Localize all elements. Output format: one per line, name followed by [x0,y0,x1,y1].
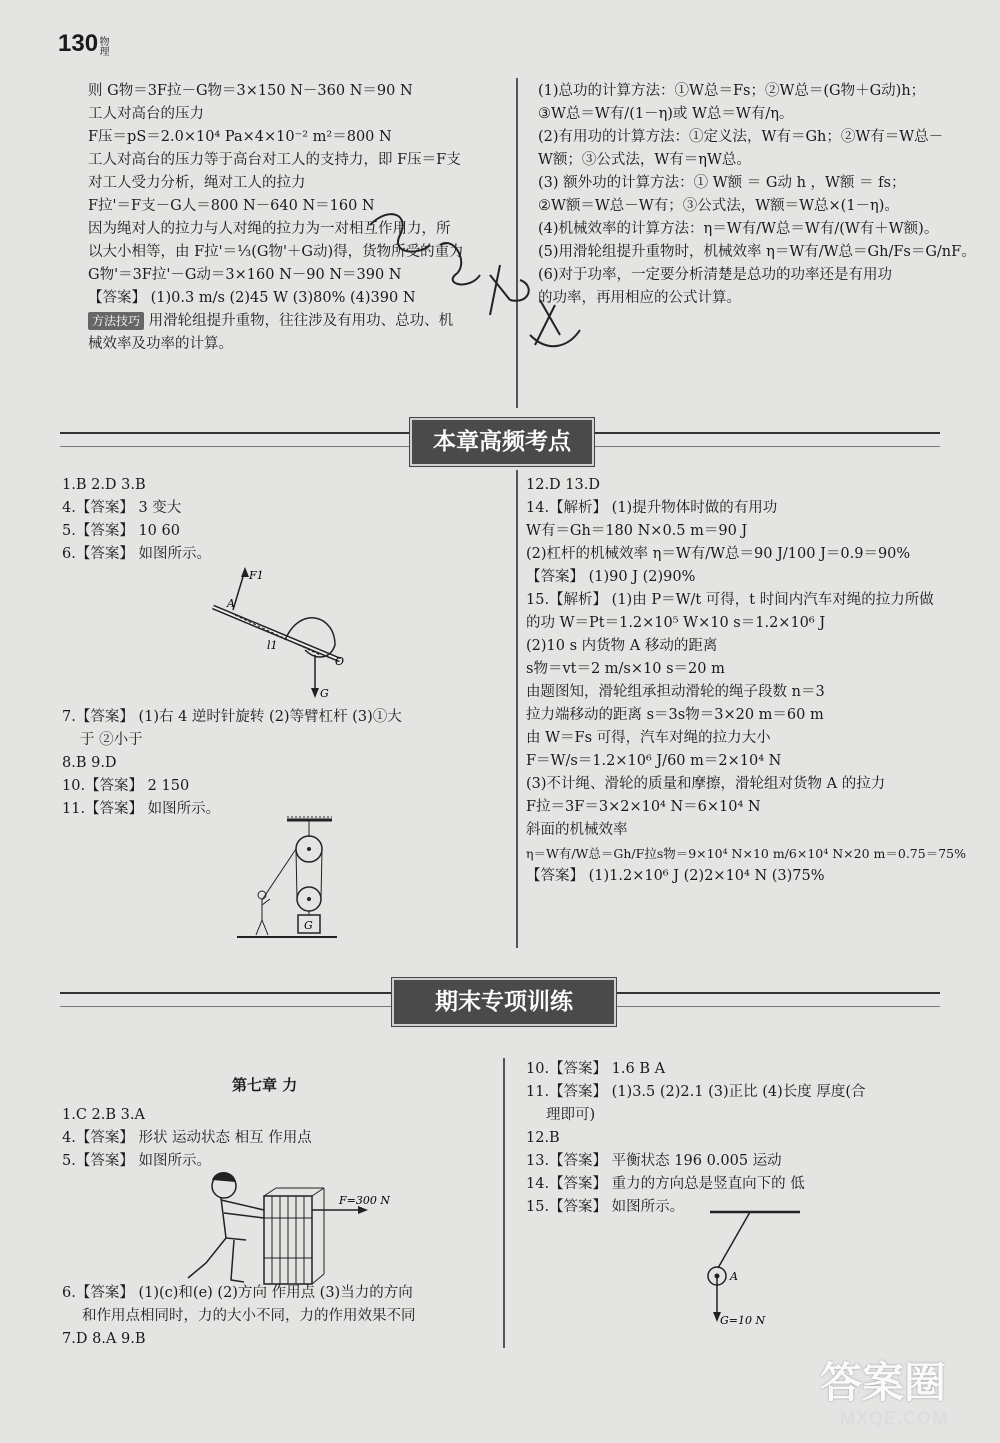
label-g: G [304,919,313,932]
text-line: F拉'＝F支－G人＝800 N－640 N＝160 N [88,198,375,214]
text-line: 的功率，再用相应的公式计算。 [538,290,741,306]
text-line: 7.D 8.A 9.B [62,1331,146,1347]
text-line: 14.【答案】 重力的方向总是竖直向下的 低 [526,1176,805,1192]
text-line: (6)对于功率，一定要分析清楚是总功的功率还是有用功 [538,267,893,283]
text-line: G物'＝3F拉'－G动＝3×160 N－90 N＝390 N [88,267,402,283]
label-a: A [730,1270,738,1283]
text-line: 12.B [526,1130,560,1146]
label-f1: F1 [249,569,264,582]
text-line: F＝W/s＝1.2×10⁶ J/60 m＝2×10⁴ N [526,753,782,769]
text-line: 和作用点相同时，力的大小不同，力的作用效果不同 [82,1308,416,1324]
figure-hanging-ball [700,1208,810,1333]
handwriting-scribble [360,205,620,375]
mid-right-column [526,474,966,888]
text-line: ②W额＝W总－W有；③公式法，W额＝W总×(1－η)。 [538,198,899,214]
text-line: s物＝vt＝2 m/s×10 s＝20 m [526,661,725,677]
text-line: 6.【答案】 如图所示。 [62,546,211,562]
watermark-logo: 答案圈 [820,1358,947,1407]
mid-left-column-2 [62,706,502,821]
method-line: 械效率及功率的计算。 [88,336,233,352]
page-number: 130 [58,30,99,57]
text-line: 5.【答案】 10 60 [62,523,180,539]
mid-left-column [62,474,502,566]
text-line: 【答案】 (1)90 J (2)90% [526,569,696,585]
text-line: 5.【答案】 如图所示。 [62,1153,211,1169]
text-line: W有＝Gh＝180 N×0.5 m＝90 J [526,523,748,539]
watermark-url: MXQE.COM [840,1408,949,1428]
answer-line: 【答案】 (1)0.3 m/s (2)45 W (3)80% (4)390 N [88,290,416,306]
method-tag: 方法技巧 [88,312,144,330]
chapter-title: 第七章 力 [232,1076,298,1094]
text-line: 于 ②小于 [80,732,143,748]
text-line: (1)总功的计算方法：①W总＝Fs；②W总＝(G物＋G动)h； [538,83,926,99]
text-line: 工人对高台的压力等于高台对工人的支持力，即 F压＝F支 [88,152,461,168]
text-line: 由题图知，滑轮组承担动滑轮的绳子段数 n＝3 [526,684,825,700]
text-line: W额；③公式法，W有＝ηW总。 [538,152,751,168]
text-line: 则 G物＝3F拉－G物＝3×150 N－360 N＝90 N [88,83,413,99]
text-line: (2)杠杆的机械效率 η＝W有/W总＝90 J/100 J＝0.9＝90% [526,546,911,562]
label-a: A [227,597,235,610]
label-g: G [320,687,329,700]
text-line: 12.D 13.D [526,477,600,493]
figure-lever [205,565,355,710]
text-line: 1.C 2.B 3.A [62,1107,145,1123]
text-line: 14.【解析】 (1)提升物体时做的有用功 [526,500,778,516]
text-line: (2)有用功的计算方法：①定义法，W有＝Gh；②W有＝W总－ [538,129,944,145]
text-line: 因为绳对人的拉力与人对绳的拉力为一对相互作用力，所 [88,221,451,237]
method-text: 用滑轮组提升重物，往往涉及有用功、总功、机 [148,313,454,329]
text-line: 理即可) [546,1107,596,1123]
figure-pulley [232,815,342,945]
column-divider [503,1058,505,1348]
bottom-left-column-2 [62,1282,502,1351]
text-line: 的功 W＝Pt＝1.2×10⁵ W×10 s＝1.2×10⁶ J [526,615,826,631]
text-line: F拉＝3F＝3×2×10⁴ N＝6×10⁴ N [526,799,761,815]
page-subject: 物理 [97,36,108,56]
text-line: 1.B 2.D 3.B [62,477,146,493]
text-line: 8.B 9.D [62,755,117,771]
text-line: 由 W＝Fs 可得，汽车对绳的拉力大小 [526,730,771,746]
text-line: 4.【答案】 3 变大 [62,500,182,516]
text-line: 4.【答案】 形状 运动状态 相互 作用点 [62,1130,312,1146]
text-line: F压＝pS＝2.0×10⁴ Pa×4×10⁻² m²＝800 N [88,129,392,145]
section-banner: 本章高频考点 [410,418,594,466]
text-line: (5)用滑轮组提升重物时，机械效率 η＝W有/W总＝Gh/Fs＝G/nF。 [538,244,976,260]
text-line: 13.【答案】 平衡状态 196 0.005 运动 [526,1153,782,1169]
text-line: 斜面的机械效率 [526,822,628,838]
text-line: 10.【答案】 1.6 B A [526,1061,666,1077]
column-divider [516,470,518,948]
text-line: (4)机械效率的计算方法：η＝W有/W总＝W有/(W有＋W额)。 [538,221,939,237]
text-line: 7.【答案】 (1)右 4 逆时针旋转 (2)等臂杠杆 (3)①大 [62,709,402,725]
figure-push-box [176,1168,406,1288]
bottom-left-column [62,1104,502,1173]
text-line: η＝W有/W总＝Gh/F拉s物＝9×10⁴ N×10 m/6×10⁴ N×20 m＝0.75＝75% [526,846,966,861]
label-l1: l1 [267,639,278,652]
text-line: (2)10 s 内货物 A 移动的距离 [526,638,718,654]
text-line: 11.【答案】 (1)3.5 (2)2.1 (3)正比 (4)长度 厚度(合 [526,1084,866,1100]
bottom-right-column [526,1058,956,1219]
label-f: F=300 N [339,1194,390,1207]
text-line: 对工人受力分析，绳对工人的拉力 [88,175,306,191]
text-line: 15.【答案】 如图所示。 [526,1199,685,1215]
text-line: 10.【答案】 2 150 [62,778,190,794]
answer-line: 【答案】 (1)1.2×10⁶ J (2)2×10⁴ N (3)75% [526,868,825,884]
label-g: G=10 N [720,1314,766,1327]
text-line: 11.【答案】 如图所示。 [62,801,221,817]
text-line: 15.【解析】 (1)由 P＝W/t 可得，t 时间内汽车对绳的拉力所做 [526,592,934,608]
text-line: 以大小相等，由 F拉'＝⅓(G物'＋G动)得，货物所受的重力 [88,244,464,260]
text-line: (3) 额外功的计算方法：① W额 ＝ G动 h ，W额 ＝ fs； [538,175,906,191]
text-line: (3)不计绳、滑轮的质量和摩擦，滑轮组对货物 A 的拉力 [526,776,886,792]
section-banner: 期末专项训练 [392,978,616,1026]
label-o: O [335,655,345,668]
text-line: 拉力端移动的距离 s＝3s物＝3×20 m＝60 m [526,707,824,723]
text-line: ③W总＝W有/(1－η)或 W总＝W有/η。 [538,106,794,122]
text-line: 工人对高台的压力 [88,106,204,122]
text-line: 6.【答案】 (1)(c)和(e) (2)方向 作用点 (3)当力的方向 [62,1285,413,1301]
